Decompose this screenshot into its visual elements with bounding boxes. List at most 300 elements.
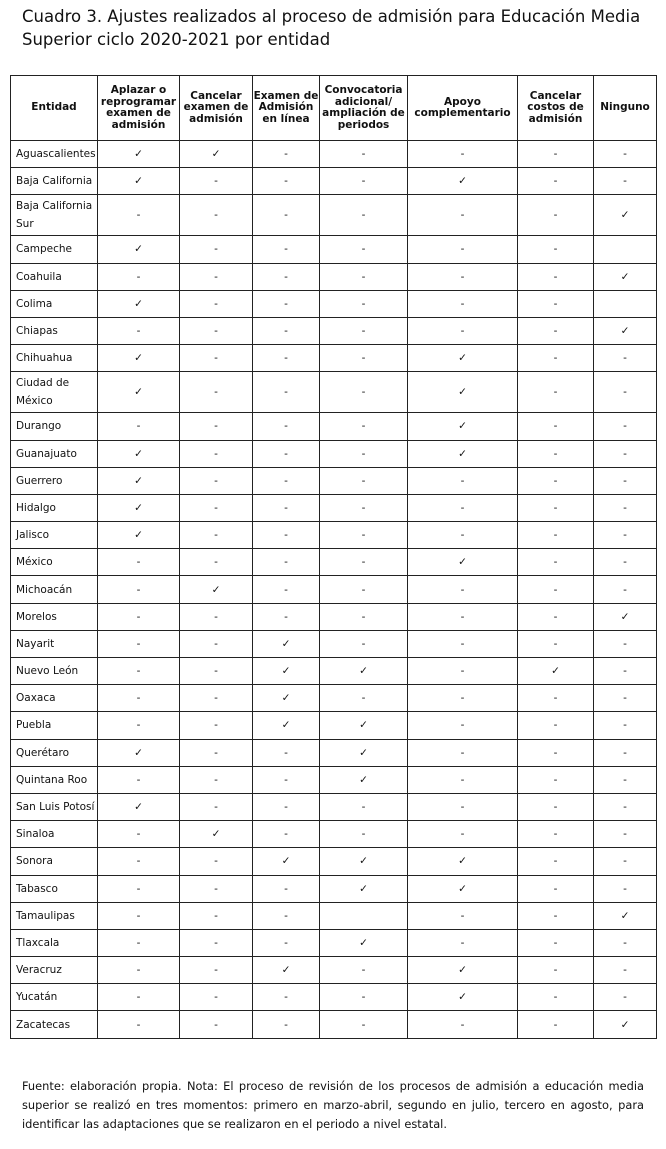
- table-cell: -: [518, 793, 594, 820]
- entidad-cell: Coahuila: [11, 263, 98, 290]
- table-cell: -: [594, 793, 657, 820]
- table-row: [11, 902, 657, 929]
- entidad-cell: Ciudad de México: [11, 372, 98, 413]
- table-cell: -: [253, 984, 320, 1011]
- table-cell: -: [180, 630, 253, 657]
- table-cell: -: [518, 317, 594, 344]
- table-cell: -: [320, 195, 408, 236]
- table-row: [11, 549, 657, 576]
- table-cell: -: [180, 875, 253, 902]
- check-icon-cell: ✓: [320, 712, 408, 739]
- entidad-cell: Baja California: [11, 168, 98, 195]
- table-row: [11, 658, 657, 685]
- table-cell: -: [253, 929, 320, 956]
- check-icon-cell: ✓: [320, 875, 408, 902]
- entidad-cell: Durango: [11, 413, 98, 440]
- table-cell: -: [180, 603, 253, 630]
- table-cell: -: [594, 957, 657, 984]
- table-cell: -: [518, 522, 594, 549]
- entidad-cell: Zacatecas: [11, 1011, 98, 1038]
- table-cell: -: [253, 345, 320, 372]
- entidad-cell: Aguascalientes: [11, 141, 98, 168]
- table-cell: -: [98, 712, 180, 739]
- table-cell: -: [180, 984, 253, 1011]
- table-cell: -: [98, 630, 180, 657]
- table-cell: -: [518, 576, 594, 603]
- table-cell: -: [594, 440, 657, 467]
- check-icon-cell: ✓: [408, 440, 518, 467]
- table-cell: -: [518, 440, 594, 467]
- table-row: [11, 522, 657, 549]
- table-cell: -: [253, 467, 320, 494]
- table-cell: -: [518, 413, 594, 440]
- check-icon-cell: ✓: [594, 603, 657, 630]
- table-cell: -: [180, 685, 253, 712]
- table-cell: -: [518, 902, 594, 929]
- table-body: [11, 141, 657, 1039]
- check-icon-cell: ✓: [594, 317, 657, 344]
- table-cell: -: [98, 195, 180, 236]
- table-cell: -: [594, 712, 657, 739]
- check-icon-cell: ✓: [98, 494, 180, 521]
- table-cell: -: [518, 345, 594, 372]
- table-row: [11, 984, 657, 1011]
- table-cell: -: [98, 929, 180, 956]
- table-cell: -: [408, 793, 518, 820]
- admission-adjustments-table: [10, 75, 657, 1039]
- table-cell: -: [320, 372, 408, 413]
- check-icon-cell: ✓: [594, 1011, 657, 1038]
- check-icon-cell: ✓: [594, 902, 657, 929]
- table-cell: -: [253, 1011, 320, 1038]
- table-cell: -: [408, 630, 518, 657]
- table-cell: -: [253, 317, 320, 344]
- check-icon-cell: ✓: [253, 957, 320, 984]
- table-cell: -: [594, 658, 657, 685]
- table-cell: -: [594, 372, 657, 413]
- table-cell: -: [320, 793, 408, 820]
- table-cell: -: [594, 685, 657, 712]
- table-title: Cuadro 3. Ajustes realizados al proceso de admisión para Educación Media Superior ciclo 2020-2021 por entidad: [22, 7, 641, 49]
- table-cell: -: [518, 848, 594, 875]
- table-cell: -: [320, 603, 408, 630]
- table-row: [11, 168, 657, 195]
- table-row: [11, 875, 657, 902]
- check-icon-cell: ✓: [320, 929, 408, 956]
- table-cell: -: [594, 984, 657, 1011]
- source-note: Fuente: elaboración propia. Nota: El proceso de revisión de los procesos de admisión a educación media superior se realizó en tres momentos: primero en marzo-abril, segundo en julio, tercero en agosto, para identificar las adaptaciones que se realizaron en el periodo a nivel estatal.: [22, 1079, 644, 1131]
- table-cell: -: [320, 685, 408, 712]
- table-cell: -: [253, 168, 320, 195]
- check-icon-cell: ✓: [408, 413, 518, 440]
- table-cell: -: [594, 875, 657, 902]
- table-cell: -: [253, 739, 320, 766]
- table-cell: -: [518, 984, 594, 1011]
- check-icon-cell: ✓: [98, 793, 180, 820]
- check-icon-cell: ✓: [594, 195, 657, 236]
- table-cell: -: [253, 236, 320, 263]
- table-row: [11, 1011, 657, 1038]
- table-cell: -: [253, 902, 320, 929]
- entidad-cell: San Luis Potosí: [11, 793, 98, 820]
- check-icon-cell: ✓: [320, 739, 408, 766]
- table-cell: -: [518, 821, 594, 848]
- entidad-cell: Baja California Sur: [11, 195, 98, 236]
- table-row: [11, 195, 657, 236]
- table-cell: -: [408, 141, 518, 168]
- entidad-cell: Sinaloa: [11, 821, 98, 848]
- table-cell: -: [594, 345, 657, 372]
- table-row: [11, 766, 657, 793]
- table-cell: -: [594, 929, 657, 956]
- table-row: [11, 685, 657, 712]
- entidad-cell: Querétaro: [11, 739, 98, 766]
- table-cell: -: [594, 766, 657, 793]
- table-cell: -: [180, 494, 253, 521]
- table-cell: -: [408, 236, 518, 263]
- header-convocatoria: Convocatoria adicional/ ampliación de periodos: [320, 76, 408, 141]
- entidad-cell: Chihuahua: [11, 345, 98, 372]
- table-row: [11, 494, 657, 521]
- table-cell: -: [518, 141, 594, 168]
- table-cell: -: [253, 522, 320, 549]
- table-cell: -: [320, 317, 408, 344]
- table-cell: -: [180, 317, 253, 344]
- table-cell: -: [594, 494, 657, 521]
- entidad-cell: Hidalgo: [11, 494, 98, 521]
- table-cell: -: [253, 290, 320, 317]
- table-cell: -: [98, 603, 180, 630]
- entidad-cell: Jalisco: [11, 522, 98, 549]
- table-cell: -: [180, 467, 253, 494]
- table-cell: -: [518, 929, 594, 956]
- header-apoyo: Apoyo complementario: [408, 76, 518, 141]
- table-cell: -: [98, 902, 180, 929]
- header-aplazar: Aplazar o reprogramar examen de admisión: [98, 76, 180, 141]
- table-row: [11, 440, 657, 467]
- entidad-cell: Morelos: [11, 603, 98, 630]
- table-cell: -: [98, 875, 180, 902]
- table-cell: -: [180, 440, 253, 467]
- table-cell: -: [594, 467, 657, 494]
- table-cell: -: [320, 236, 408, 263]
- table-cell: -: [518, 236, 594, 263]
- table-row: [11, 603, 657, 630]
- table-cell: -: [253, 263, 320, 290]
- table-cell: [594, 236, 657, 263]
- table-cell: -: [180, 712, 253, 739]
- check-icon-cell: ✓: [408, 168, 518, 195]
- check-icon-cell: ✓: [408, 549, 518, 576]
- entidad-cell: Colima: [11, 290, 98, 317]
- table-cell: -: [408, 712, 518, 739]
- table-row: [11, 929, 657, 956]
- table-cell: -: [518, 372, 594, 413]
- table-cell: -: [253, 413, 320, 440]
- table-cell: [320, 902, 408, 929]
- table-cell: -: [253, 875, 320, 902]
- table-cell: -: [253, 195, 320, 236]
- header-ninguno: Ninguno: [594, 76, 657, 141]
- table-cell: -: [180, 1011, 253, 1038]
- table-cell: -: [408, 1011, 518, 1038]
- table-row: [11, 467, 657, 494]
- table-cell: -: [320, 821, 408, 848]
- check-icon-cell: ✓: [98, 236, 180, 263]
- table-row: [11, 739, 657, 766]
- check-icon-cell: ✓: [408, 957, 518, 984]
- header-examen-en-linea: Examen de Admisión en línea: [253, 76, 320, 141]
- table-cell: -: [253, 576, 320, 603]
- check-icon-cell: ✓: [408, 372, 518, 413]
- table-cell: -: [320, 263, 408, 290]
- table-cell: -: [180, 236, 253, 263]
- table-cell: -: [98, 576, 180, 603]
- entidad-cell: Veracruz: [11, 957, 98, 984]
- table-cell: -: [98, 658, 180, 685]
- table-cell: -: [98, 263, 180, 290]
- entidad-cell: Nayarit: [11, 630, 98, 657]
- table-cell: -: [180, 929, 253, 956]
- check-icon-cell: ✓: [180, 141, 253, 168]
- entidad-cell: Tamaulipas: [11, 902, 98, 929]
- table-cell: [594, 290, 657, 317]
- table-cell: -: [408, 603, 518, 630]
- entidad-cell: Yucatán: [11, 984, 98, 1011]
- table-cell: -: [320, 345, 408, 372]
- entidad-cell: Guanajuato: [11, 440, 98, 467]
- table-cell: -: [98, 766, 180, 793]
- table-cell: -: [253, 821, 320, 848]
- table-row: [11, 345, 657, 372]
- check-icon-cell: ✓: [98, 522, 180, 549]
- table-cell: -: [180, 345, 253, 372]
- check-icon-cell: ✓: [98, 440, 180, 467]
- check-icon-cell: ✓: [253, 658, 320, 685]
- table-cell: -: [180, 902, 253, 929]
- table-cell: -: [518, 168, 594, 195]
- table-cell: -: [594, 821, 657, 848]
- check-icon-cell: ✓: [594, 263, 657, 290]
- table-cell: -: [320, 984, 408, 1011]
- table-cell: -: [408, 522, 518, 549]
- check-icon-cell: ✓: [320, 766, 408, 793]
- table-cell: -: [180, 413, 253, 440]
- table-cell: -: [180, 549, 253, 576]
- table-cell: -: [518, 603, 594, 630]
- header-cancelar-costos: Cancelar costos de admisión: [518, 76, 594, 141]
- table-cell: -: [408, 685, 518, 712]
- table-cell: -: [518, 712, 594, 739]
- table-row: [11, 236, 657, 263]
- table-cell: -: [98, 317, 180, 344]
- table-cell: -: [320, 413, 408, 440]
- table-cell: -: [594, 141, 657, 168]
- table-cell: -: [253, 494, 320, 521]
- check-icon-cell: ✓: [253, 848, 320, 875]
- table-cell: -: [98, 821, 180, 848]
- entidad-cell: Nuevo León: [11, 658, 98, 685]
- table-cell: -: [518, 195, 594, 236]
- check-icon-cell: ✓: [98, 739, 180, 766]
- table-row: [11, 712, 657, 739]
- table-cell: -: [180, 957, 253, 984]
- table-cell: -: [594, 168, 657, 195]
- table-row: [11, 821, 657, 848]
- table-cell: -: [320, 290, 408, 317]
- check-icon-cell: ✓: [518, 658, 594, 685]
- table-cell: -: [408, 658, 518, 685]
- check-icon-cell: ✓: [98, 141, 180, 168]
- table-cell: -: [518, 290, 594, 317]
- check-icon-cell: ✓: [253, 685, 320, 712]
- table-cell: -: [320, 1011, 408, 1038]
- table-cell: -: [518, 875, 594, 902]
- table-cell: -: [518, 467, 594, 494]
- table-row: [11, 372, 657, 413]
- table-cell: -: [408, 263, 518, 290]
- table-cell: -: [253, 603, 320, 630]
- header-row: [11, 76, 657, 141]
- table-row: [11, 576, 657, 603]
- check-icon-cell: ✓: [253, 630, 320, 657]
- table-cell: -: [320, 141, 408, 168]
- table-cell: -: [98, 413, 180, 440]
- header-cancelar-examen: Cancelar examen de admisión: [180, 76, 253, 141]
- table-cell: -: [320, 630, 408, 657]
- table-cell: -: [408, 494, 518, 521]
- table-cell: -: [253, 549, 320, 576]
- table-cell: -: [320, 168, 408, 195]
- table-cell: -: [594, 522, 657, 549]
- table-row: [11, 957, 657, 984]
- table-cell: -: [320, 467, 408, 494]
- table-cell: -: [518, 494, 594, 521]
- table-cell: -: [518, 630, 594, 657]
- table-cell: -: [180, 290, 253, 317]
- table-cell: -: [594, 848, 657, 875]
- table-cell: -: [98, 957, 180, 984]
- table-cell: -: [408, 317, 518, 344]
- table-cell: -: [408, 290, 518, 317]
- table-cell: -: [320, 522, 408, 549]
- check-icon-cell: ✓: [320, 658, 408, 685]
- check-icon-cell: ✓: [408, 345, 518, 372]
- table-cell: -: [180, 168, 253, 195]
- table-cell: -: [594, 549, 657, 576]
- table-cell: -: [594, 576, 657, 603]
- table-cell: -: [408, 821, 518, 848]
- check-icon-cell: ✓: [408, 848, 518, 875]
- table-cell: -: [594, 630, 657, 657]
- table-row: [11, 793, 657, 820]
- entidad-cell: Oaxaca: [11, 685, 98, 712]
- table-cell: -: [408, 467, 518, 494]
- table-cell: -: [180, 848, 253, 875]
- entidad-cell: Campeche: [11, 236, 98, 263]
- table-cell: -: [320, 440, 408, 467]
- check-icon-cell: ✓: [98, 372, 180, 413]
- table-row: [11, 848, 657, 875]
- table-cell: -: [320, 549, 408, 576]
- table-cell: -: [408, 576, 518, 603]
- table-row: [11, 630, 657, 657]
- table-cell: -: [518, 739, 594, 766]
- entidad-cell: Quintana Roo: [11, 766, 98, 793]
- table-row: [11, 413, 657, 440]
- table-cell: -: [320, 494, 408, 521]
- table-cell: -: [408, 739, 518, 766]
- table-cell: -: [180, 372, 253, 413]
- table-cell: -: [180, 263, 253, 290]
- table-cell: -: [98, 549, 180, 576]
- table-cell: -: [98, 848, 180, 875]
- check-icon-cell: ✓: [408, 984, 518, 1011]
- table-cell: -: [253, 141, 320, 168]
- table-cell: -: [98, 984, 180, 1011]
- table-cell: -: [98, 1011, 180, 1038]
- table-cell: -: [320, 957, 408, 984]
- table-cell: -: [253, 372, 320, 413]
- check-icon-cell: ✓: [253, 712, 320, 739]
- table-cell: -: [408, 929, 518, 956]
- table-row: [11, 317, 657, 344]
- table-cell: -: [180, 766, 253, 793]
- entidad-cell: Michoacán: [11, 576, 98, 603]
- table-cell: -: [180, 793, 253, 820]
- entidad-cell: Tabasco: [11, 875, 98, 902]
- entidad-cell: Chiapas: [11, 317, 98, 344]
- check-icon-cell: ✓: [180, 576, 253, 603]
- table-cell: -: [408, 766, 518, 793]
- table-row: [11, 141, 657, 168]
- check-icon-cell: ✓: [98, 168, 180, 195]
- header-entidad: Entidad: [11, 76, 98, 141]
- table-cell: -: [594, 413, 657, 440]
- entidad-cell: Guerrero: [11, 467, 98, 494]
- entidad-cell: Puebla: [11, 712, 98, 739]
- table-cell: -: [518, 685, 594, 712]
- table-cell: -: [518, 549, 594, 576]
- check-icon-cell: ✓: [180, 821, 253, 848]
- table-cell: -: [320, 576, 408, 603]
- table-cell: -: [518, 1011, 594, 1038]
- entidad-cell: México: [11, 549, 98, 576]
- entidad-cell: Tlaxcala: [11, 929, 98, 956]
- table-cell: -: [408, 902, 518, 929]
- check-icon-cell: ✓: [98, 345, 180, 372]
- table-cell: -: [518, 263, 594, 290]
- table-cell: -: [253, 440, 320, 467]
- table-cell: -: [180, 739, 253, 766]
- table-row: [11, 290, 657, 317]
- table-cell: -: [253, 766, 320, 793]
- table-cell: -: [180, 522, 253, 549]
- check-icon-cell: ✓: [320, 848, 408, 875]
- entidad-cell: Sonora: [11, 848, 98, 875]
- table-cell: -: [518, 766, 594, 793]
- table-cell: -: [180, 658, 253, 685]
- table-cell: -: [253, 793, 320, 820]
- table-cell: -: [518, 957, 594, 984]
- check-icon-cell: ✓: [408, 875, 518, 902]
- table-cell: -: [98, 685, 180, 712]
- table-cell: -: [594, 739, 657, 766]
- table-cell: -: [180, 195, 253, 236]
- check-icon-cell: ✓: [98, 290, 180, 317]
- check-icon-cell: ✓: [98, 467, 180, 494]
- table-row: [11, 263, 657, 290]
